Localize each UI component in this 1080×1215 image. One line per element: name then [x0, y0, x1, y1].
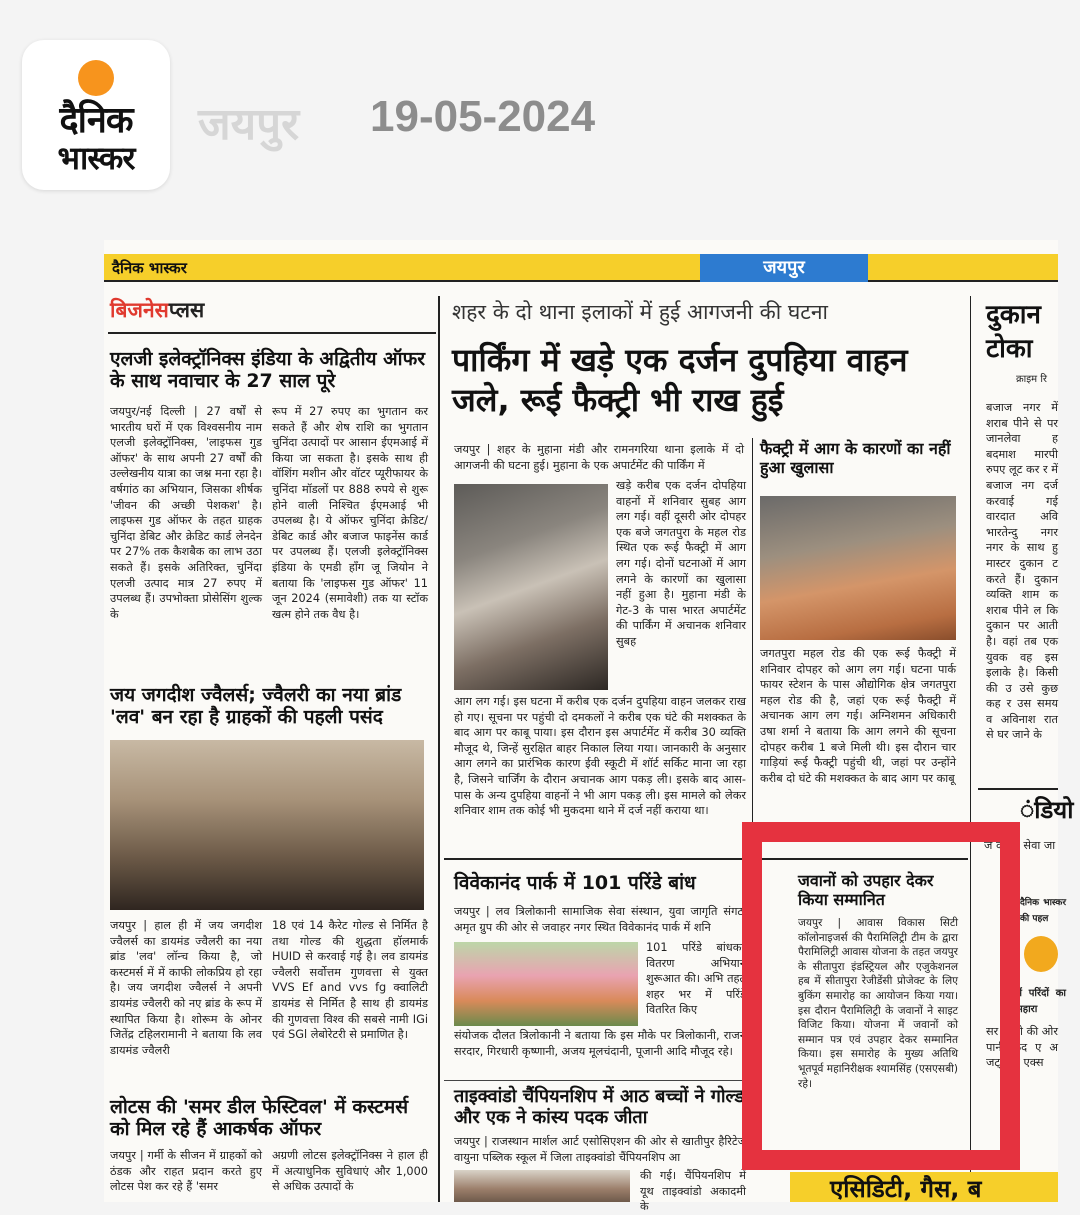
- factory-subheadline: फैक्ट्री में आग के कारणों का नहीं हुआ खुलासा: [760, 439, 951, 477]
- jj-headline: जय जगदीश ज्वैलर्स; ज्वैलरी का नया ब्रांड 'लव' बन रहा है ग्राहकों की पहली पसंद: [110, 684, 402, 729]
- bottom-ad-text: एसिडिटी, गैस, ब: [830, 1175, 982, 1203]
- section-label-red: बिजनेस: [110, 298, 169, 322]
- burnt-vehicles-photo: [454, 484, 608, 690]
- lotus-body-col1: जयपुर | गर्मी के सीजन में ग्राहकों को ठंडक और राहत प्रदान करते हुए लोटस पेश कर रहे हैं 'समर: [110, 1149, 262, 1194]
- taekwondo-side-text: की गई। चैंपियनशिप में यूथ ताइक्वांडो अकादमी के: [640, 1169, 746, 1214]
- right-headline: दुकान टोका: [986, 300, 1041, 364]
- taekwondo-photo: [454, 1170, 630, 1202]
- article-rule: [978, 788, 1058, 790]
- right-lower-text: सर आयो की ओर पानी केद ए अ जट्स अ एक्स: [986, 1025, 1058, 1070]
- taekwondo-intro: जयपुर | राजस्थान मार्शल आर्ट एसोसिएशन की ओर से खातीपुर हैरिटेज वायुना पब्लिक स्कूल में जिला ताइक्वांडो चैंपियनशिप आ: [454, 1135, 746, 1164]
- park-event-photo: [454, 942, 638, 1026]
- highlight-frame: [742, 822, 1020, 1170]
- vivek-side-text: 101 परिंडे बांधकर वितरण अभियान शुरूआत की। अभि तहत शहर भर में परिंडे वितरित किए: [646, 941, 746, 1017]
- edition-city: जयपुर: [198, 99, 300, 150]
- logo-text-line1: दैनिक: [59, 99, 133, 141]
- lotus-body-col2: अग्रणी लोटस इलेक्ट्रॉनिक्स ने हाल ही में अत्याधुनिक सुविधाएं और 1,000 से अधिक उत्पादों के: [272, 1149, 428, 1194]
- fire-headline: पार्किंग में खड़े एक दर्जन दुपहिया वाहन जले, रूई फैक्ट्री भी राख हुई: [452, 341, 908, 419]
- dainik-bhaskar-logo[interactable]: [22, 40, 170, 190]
- jawan-headline: जवानों को उपहार देकर किया सम्मानित: [798, 871, 934, 909]
- jj-body-col1: जयपुर | हाल ही में जय जगदीश ज्वैलर्स का डायमंड ज्वैलरी का नया ब्रांड 'लव' लॉन्च किया है, जो कस्टमर्स में में काफी लोकप्रिय हो रहा है। जय जगदीश ज्वैलर्स ने अपनी डायमंड ज्वैलरी को नए ब्रांड के रूप में स्थापित किया है। शोरूम के ओनर जितेंद्र टहिलरामानी ने बताया कि लव डायमंड ज्वैलरी: [110, 919, 262, 1057]
- sun-icon: [78, 60, 114, 96]
- right-byline: क्राइम रि: [1016, 374, 1048, 385]
- article-rule: [444, 1080, 744, 1081]
- vivek-main-text: संयोजक दौलत त्रिलोकानी ने बताया कि इस मौके पर त्रिलोकानी, राजन सरदार, गिरधारी कृष्णानी, अजय मूलचंदानी, पूजानी आदि मौजूद रहे।: [454, 1029, 746, 1058]
- jewellery-store-photo: [110, 740, 424, 910]
- masthead-strip: [104, 254, 1058, 282]
- right-ad-sub: में परिंदों का सहारा: [1016, 988, 1066, 1015]
- vivek-intro: जयपुर | लव त्रिलोकानी सामाजिक सेवा संस्थान, युवा जागृति संगठ अमृत ग्रुप की ओर से जवाहर नगर स्थित विवेकानंद पार्क में शनि: [454, 905, 744, 934]
- jawan-text: जयपुर | आवास विकास सिटी कॉलोनाइजर्स की पैरामिलिट्री टीम के द्वारा पैरामिलिट्री आवास योजना के तहत जयपुर के सीतापुरा इंडस्ट्रियल और एजुकेशनल हब में सीतापुरा रेजीडेंसी प्रोजेक्ट के लिए बुकिंग समारोह का आयोजन किया गया। इस दौरान पैरामिलिट्री के जवानों ने साइट विजिट किया। योजना में जवानों को सम्मान पत्र एवं उपहार देकर सम्मानित किया। इस समारोह के मुख्य अतिथि भूतपूर्व महानिरीक्षक श्यामसिंह (एसएसबी) रहे।: [798, 917, 958, 1090]
- masthead-city: जयपुर: [700, 254, 868, 282]
- right-ad-label: दैनिक भास्कर की पहल: [1020, 898, 1066, 924]
- section-label: [110, 296, 204, 324]
- section-rule: [108, 332, 436, 334]
- vivek-headline: विवेकानंद पार्क में 101 परिंडे बांध: [454, 872, 696, 894]
- right-body-text: बजाज नगर में शराब पीने से पर जानलेवा ह बदमाश मारपी रुपए लूट कर र में बजाज नग दर्ज करवाई गई वारदात अवि भारतेन्दु नगर नगर के साथ हु मास्टर दुकान ट करते हैं। दुकान व्यक्ति शाम क शराब पीने ल कि दुकान पर आती है। वहां तब एक युवक वह इस इलाके है। किसी की उ उसे कुछ कह र उस समय व अविनाश रात से घर जाने के: [986, 401, 1058, 742]
- lg-headline: एलजी इलेक्ट्रॉनिक्स इंडिया के अद्वितीय ऑफर के साथ नवाचार के 27 साल पूरे: [110, 348, 426, 393]
- edition-date: 19-05-2024: [370, 92, 596, 141]
- masthead-logo: दैनिक भास्कर: [112, 259, 187, 277]
- inner-divider: [752, 438, 753, 848]
- lg-body-col2: रूप में 27 रुपए का भुगतान कर सकते हैं और शेष राशि का भुगतान चुनिंदा उत्पादों पर आसान ईएमआई में किया जा सकता है। इसके साथ ही वॉशिंग मशीन और वॉटर प्यूरीफायर के चुनिंदा मॉडलों पर 888 रुपये से शुरू होने वाली निश्चित ईएमआई भी उपलब्ध है। ये ऑफर चुनिंदा क्रेडिट/डेबिट कार्ड और बजाज फाइनेंस कार्ड पर उपलब्ध हैं। एलजी इलेक्ट्रॉनिक्स इंडिया के एमडी हॉंग जू जियोन ने बताया कि 'लाइफस गुड ऑफर' 11 जून 2024 (समावेशी) तक या स्टॉक खत्म होने तक वैध है।: [272, 405, 428, 621]
- cotton-factory-photo: [760, 496, 956, 640]
- taekwondo-headline: ताइक्वांडो चैंपियनशिप में आठ बच्चों ने गोल्ड और एक ने कांस्य पदक जीता: [454, 1086, 745, 1129]
- fire-side-text: खड़े करीब एक दर्जन दोपहिया वाहनों में शनिवार सुबह आग लग गई। वहीं दूसरी ओर दोपहर एक बजे जगतपुरा के महल रोड स्थित एक रूई फैक्ट्री में आग लग गई। दोनों घटनाओं में आग लगने के कारणों का खुलासा नहीं हुआ है। मुहाना मंडी के गेट-3 के पास भारत अपार्टमेंट की पार्किंग में अचानक शनिवार सुबह: [616, 479, 746, 648]
- right-partial-headline: ंडियो: [1020, 796, 1074, 824]
- jj-body-col2: 18 एवं 14 कैरेट गोल्ड से निर्मित है तथा गोल्ड की शुद्धता हॉलमार्क HUID से करवाई गई है। लव डायमंड ज्वैलरी सर्वोत्तम गुणवत्ता से युक्त VVS Ef and vvs fg क्वालिटी डायमंड से निर्मित है साथ ही डायमंड की गुणवत्ता विश्व की सबसे नामी IGi एवं SGl लेबोरेटरी से प्रमाणित है।: [272, 919, 428, 1042]
- lg-body-col1: जयपुर/नई दिल्ली | 27 वर्षों से भारतीय घरों में एक विश्वसनीय नाम एलजी इलेक्ट्रॉनिक्स, 'लाइफस गुड ऑफर' के साथ अपनी 27 वर्षों की उल्लेखनीय यात्रा का जश्न मना रहा है। वर्षगांठ का अभियान, जिसका शीर्षक 'जीवन की अच्छी पेशकश' है। लाइफस गुड ऑफर के तहत ग्राहक चुनिंदा डेबिट और क्रेडिट कार्ड लेनदेन पर 27% तक कैशबैक का लाभ उठा सकते हैं। इसके अतिरिक्त, चुनिंदा एलजी उत्पाद मात्र 27 रुपए में उपलब्ध हैं। उपभोक्ता प्रोसेसिंग शुल्क के: [110, 405, 262, 621]
- fire-intro: जयपुर | शहर के मुहाना मंडी और रामनगरिया थाना इलाके में दो आगजनी की घटना हुई। मुहाना के एक अपार्टमेंट की पार्किंग में: [454, 443, 744, 472]
- column-divider: [438, 296, 440, 1202]
- app-header: [0, 0, 1058, 240]
- lotus-headline: लोटस की 'समर डील फेस्टिवल' में कस्टमर्स को मिल रहे हैं आकर्षक ऑफर: [110, 1096, 409, 1141]
- logo-text-line2: भास्कर: [57, 139, 135, 177]
- bowl-icon: [1024, 936, 1058, 972]
- fire-kicker: शहर के दो थाना इलाकों में हुई आगजनी की घटना: [452, 300, 828, 324]
- right-partial-text: ज दैनिक सेवा जा: [984, 839, 1056, 852]
- fire-main-text: आग लग गई। इस घटना में करीब एक दर्जन दुपहिया वाहन जलकर राख हो गए। सूचना पर पहुंची दो दमकलों ने करीब एक घंटे की मशक्कत के बाद आग पर काबू पाया। इस दौरान इस अपार्टमेंट में करीब 30 व्यक्ति मौजूद थे, जिन्हें सुरक्षित बाहर निकाल लिया गया। जानकारी के अनुसार आग लगने का प्रारंभिक कारण ईवी स्कूटी में शॉर्ट सर्किट माना जा रहा है, जिसने चार्जिंग के दौरान अचानक आग पकड़ ली। इसके बाद आस-पास के अन्य दुपहिया वाहनों ने भी आग पकड़ ली। इस मामले को लेकर शनिवार शाम तक कोई भी मुकदमा थाने में दर्ज नहीं कराया था।: [454, 695, 746, 818]
- factory-text: जगतपुरा महल रोड की एक रूई फैक्ट्री में शनिवार दोपहर को आग लग गई। घटना पार्क फायर स्टेशन के पास औद्योगिक क्षेत्र जगतपुरा महल रोड की है, जहां एक रूई फैक्ट्री में अचानक आग लग गई। अग्निशमन अधिकारी उषा शर्मा ने बताया कि आग लगने की सूचना दोपहर करीब 1 बजे मिली थी। इस दौरान चार गाड़ियां रूई फैक्ट्री पहुंची थी, जहां पर उन्होंने करीब दो घंटे की मशक्कत के बाद आग पर काबू: [760, 647, 956, 785]
- section-label-black: प्लस: [168, 298, 205, 322]
